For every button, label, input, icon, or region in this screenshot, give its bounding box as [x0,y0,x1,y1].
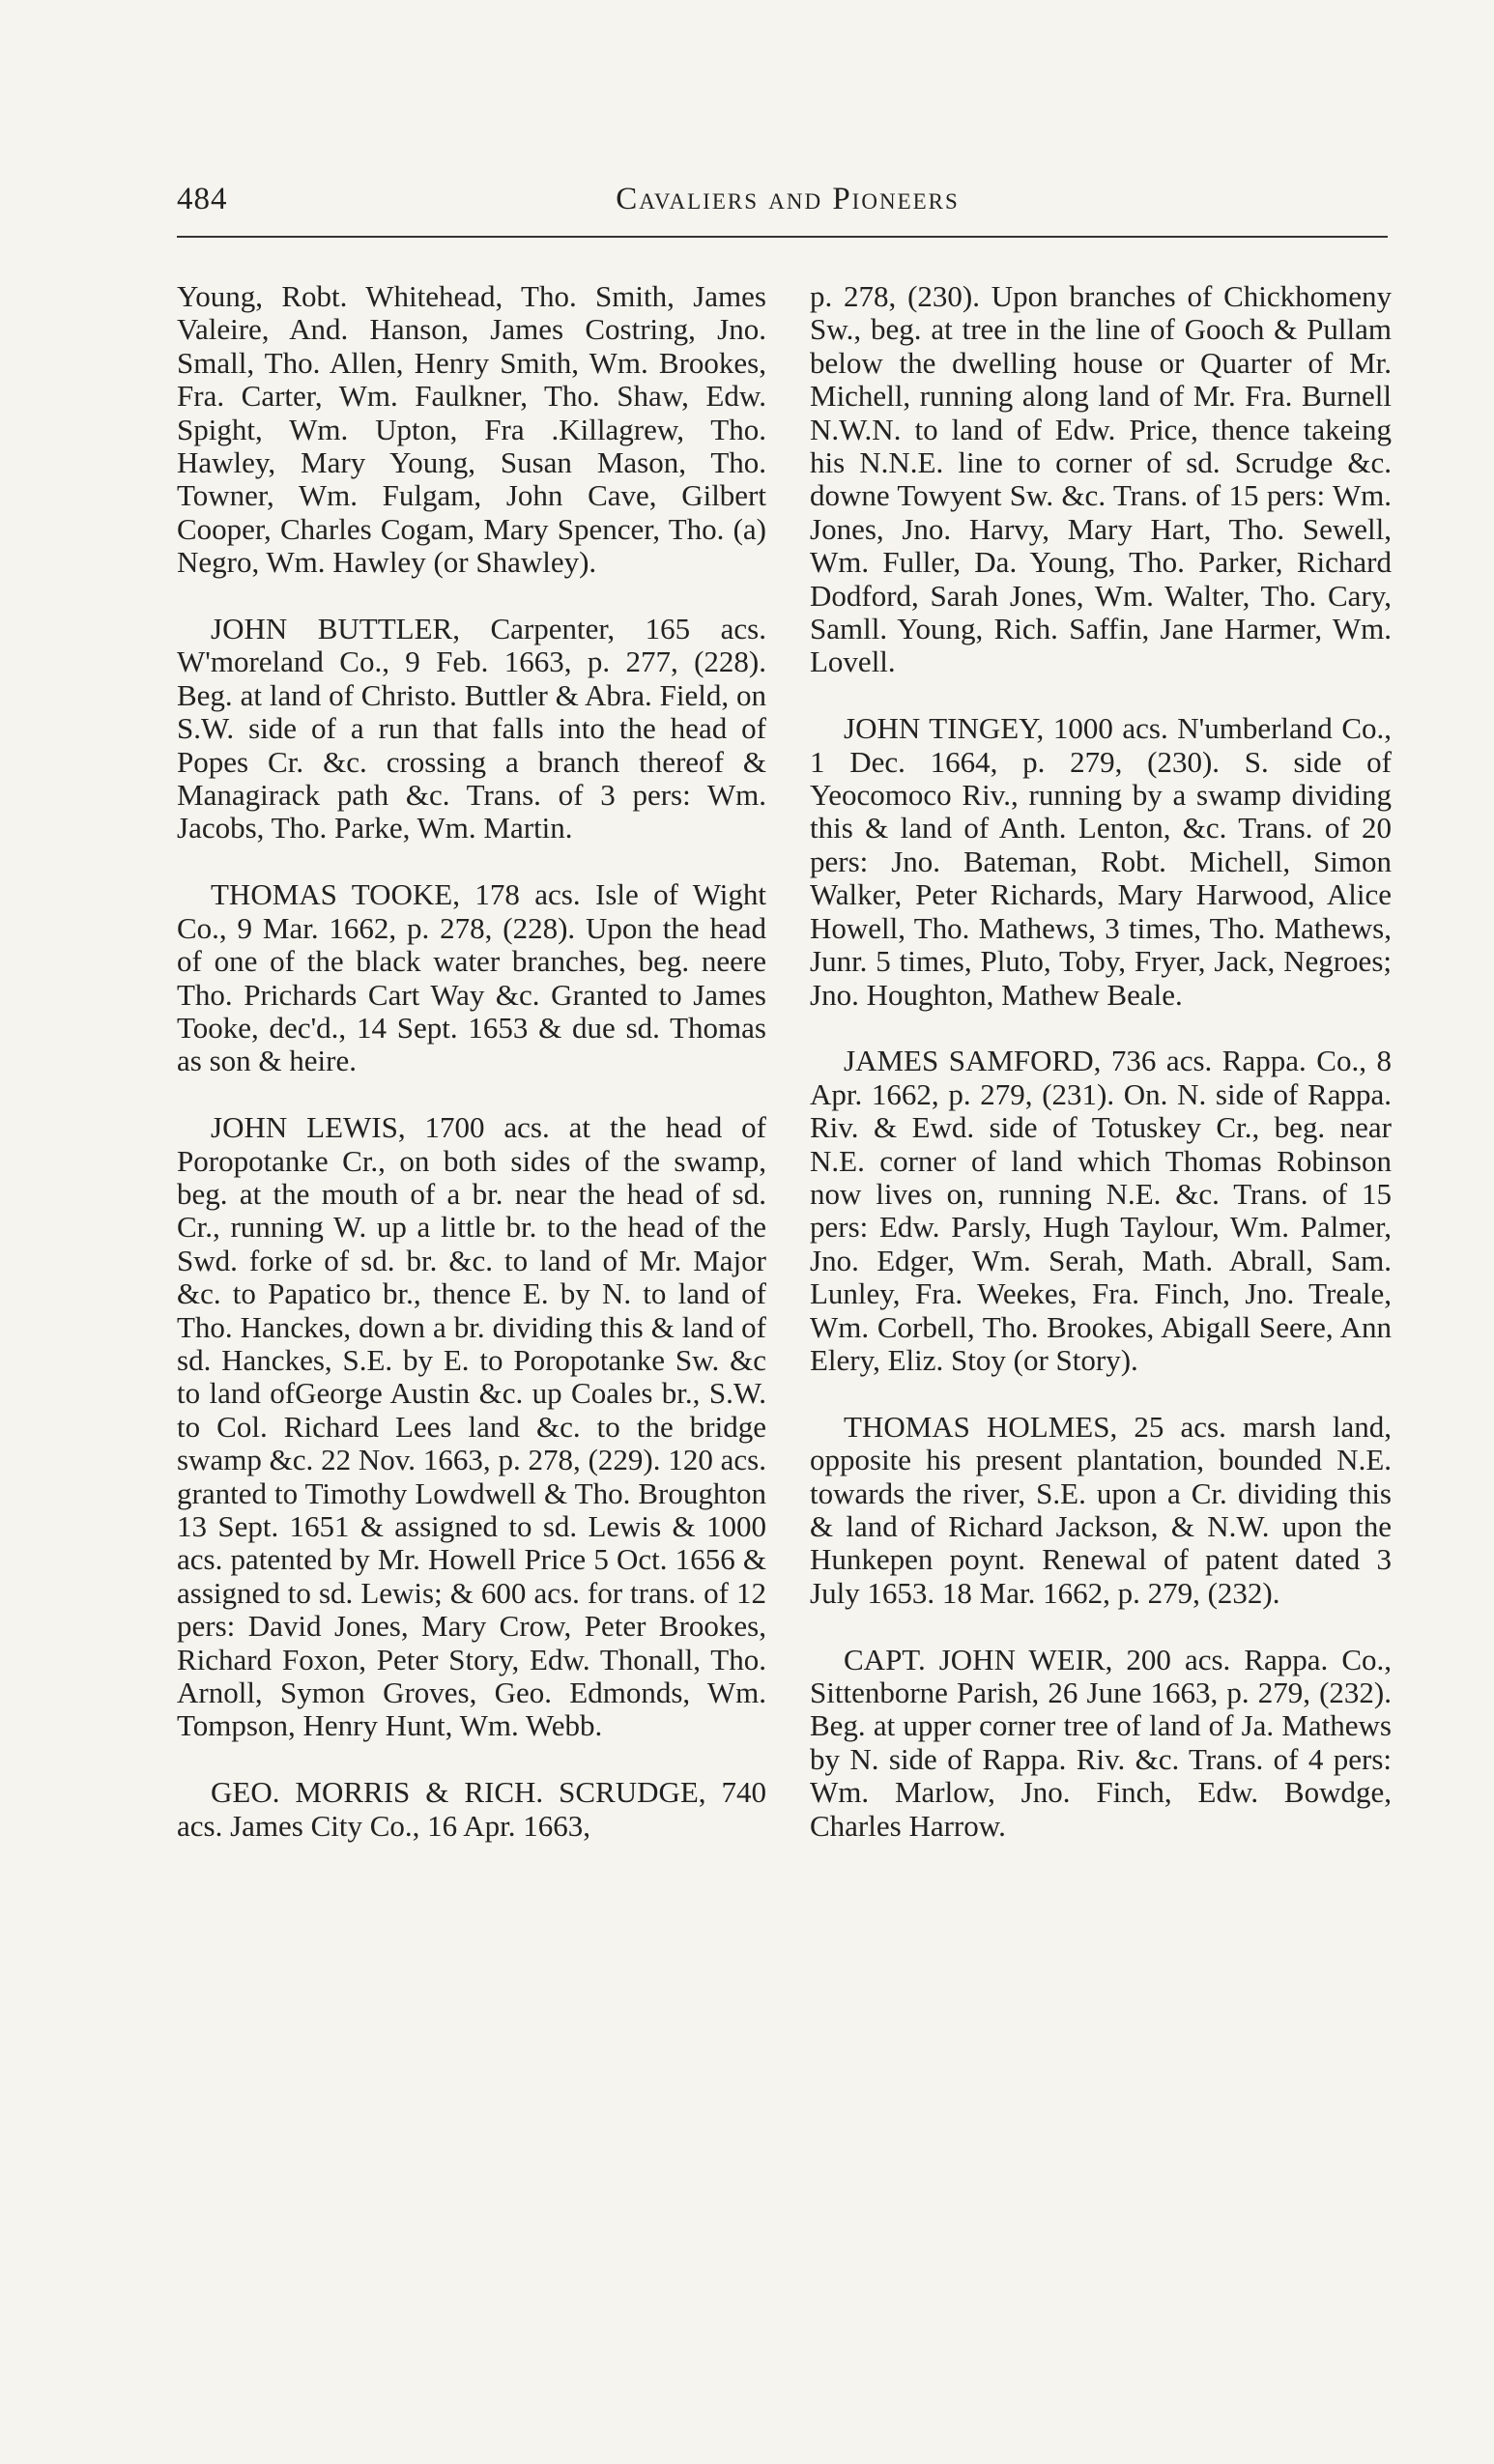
paragraph: THOMAS TOOKE, 178 acs. Isle of Wight Co., 9 Mar. 1662, p. 278, (228). Upon the head of one of the black water branches, beg. neere Tho. Prichards Cart Way &c. Granted to James Tooke, dec'd., 14 Sept. 1653 & due sd. Thomas as son & heire. [177,877,766,1078]
paragraph: p. 278, (230). Upon branches of Chickhomeny Sw., beg. at tree in the line of Gooch & Pullam below the dwelling house or Quarter of Mr. Michell, running along land of Mr. Fra. Burnell N.W.N. to land of Edw. Price, thence takeing his N.N.E. line to corner of sd. Scrudge &c. downe Towyent Sw. &c. Trans. of 15 pers: Wm. Jones, Jno. Harvy, Mary Hart, Tho. Sewell, Wm. Fuller, Da. Young, Tho. Parker, Richard Dodford, Sarah Jones, Wm. Walter, Tho. Cary, Samll. Young, Rich. Saffin, Jane Harmer, Wm. Lovell. [810,279,1392,679]
paragraph: CAPT. JOHN WEIR, 200 acs. Rappa. Co., Sittenborne Parish, 26 June 1663, p. 279, (232). Beg. at upper corner tree of land of Ja. Mathews by N. side of Rappa. Riv. &c. Trans. of 4 pers: Wm. Marlow, Jno. Finch, Edw. Bowdge, Charles Harrow. [810,1642,1392,1843]
paragraph: JAMES SAMFORD, 736 acs. Rappa. Co., 8 Apr. 1662, p. 279, (231). On. N. side of Rappa. Riv. & Ewd. side of Totuskey Cr., beg. near N.E. corner of land which Thomas Robinson now lives on, running N.E. &c. Trans. of 15 pers: Edw. Parsly, Hugh Taylour, Wm. Palmer, Jno. Edger, Wm. Serah, Math. Abrall, Sam. Lunley, Fra. Weekes, Fra. Finch, Jno. Treale, Wm. Corbell, Tho. Brookes, Abigall Seere, Ann Elery, Eliz. Stoy (or Story). [810,1044,1392,1377]
paragraph: JOHN LEWIS, 1700 acs. at the head of Poropotanke Cr., on both sides of the swamp, beg. at the mouth of a br. near the head of sd. Cr., running W. up a little br. to the head of the Swd. forke of sd. br. &c. to land of Mr. Major &c. to Papatico br., thence E. by N. to land of Tho. Hanckes, down a br. dividing this & land of sd. Hanckes, S.E. by E. to Poropotanke Sw. &c to land ofGeorge Austin &c. up Coales br., S.W. to Col. Richard Lees land &c. to the bridge swamp &c. 22 Nov. 1663, p. 278, (229). 120 acs. granted to Timothy Lowdwell & Tho. Broughton 13 Sept. 1651 & assigned to sd. Lewis & 1000 acs. patented by Mr. Howell Price 5 Oct. 1656 & assigned to sd. Lewis; & 600 acs. for trans. of 12 pers: David Jones, Mary Crow, Peter Brookes, Richard Foxon, Peter Story, Edw. Thonall, Tho. Arnoll, Symon Groves, Geo. Edmonds, Wm. Tompson, Henry Hunt, Wm. Webb. [177,1110,766,1743]
paragraph: GEO. MORRIS & RICH. SCRUDGE, 740 acs. James City Co., 16 Apr. 1663, [177,1775,766,1843]
header-rule [177,236,1388,238]
running-title: Cavaliers and Pioneers [616,182,960,216]
page-number: 484 [177,182,228,216]
paragraph: Young, Robt. Whitehead, Tho. Smith, James Valeire, And. Hanson, James Costring, Jno. Small, Tho. Allen, Henry Smith, Wm. Brookes, Fra. Carter, Wm. Faulkner, Tho. Shaw, Edw. Spight, Wm. Upton, Fra .Killagrew, Tho. Hawley, Mary Young, Susan Mason, Tho. Towner, Wm. Fulgam, John Cave, Gilbert Cooper, Charles Cogam, Mary Spencer, Tho. (a) Negro, Wm. Hawley (or Shawley). [177,279,766,580]
right-column [810,280,1392,1876]
paragraph: JOHN BUTTLER, Carpenter, 165 acs. W'moreland Co., 9 Feb. 1663, p. 277, (228). Beg. at land of Christo. Buttler & Abra. Field, on S.W. side of a run that falls into the head of Popes Cr. &c. crossing a branch thereof & Managirack path &c. Trans. of 3 pers: Wm. Jacobs, Tho. Parke, Wm. Martin. [177,612,766,845]
paragraph: THOMAS HOLMES, 25 acs. marsh land, opposite his present plantation, bounded N.E. towards the river, S.E. upon a Cr. dividing this & land of Richard Jackson, & N.W. upon the Hunkepen poynt. Renewal of patent dated 3 July 1653. 18 Mar. 1662, p. 279, (232). [810,1409,1392,1610]
paragraph: JOHN TINGEY, 1000 acs. N'umberland Co., 1 Dec. 1664, p. 279, (230). S. side of Yeocomoco Riv., running by a swamp dividing this & land of Anth. Lenton, &c. Trans. of 20 pers: Jno. Bateman, Robt. Michell, Simon Walker, Peter Richards, Mary Harwood, Alice Howell, Tho. Mathews, 3 times, Tho. Mathews, Junr. 5 times, Pluto, Toby, Fryer, Jack, Negroes; Jno. Houghton, Mathew Beale. [810,711,1392,1012]
left-column [177,280,766,1876]
